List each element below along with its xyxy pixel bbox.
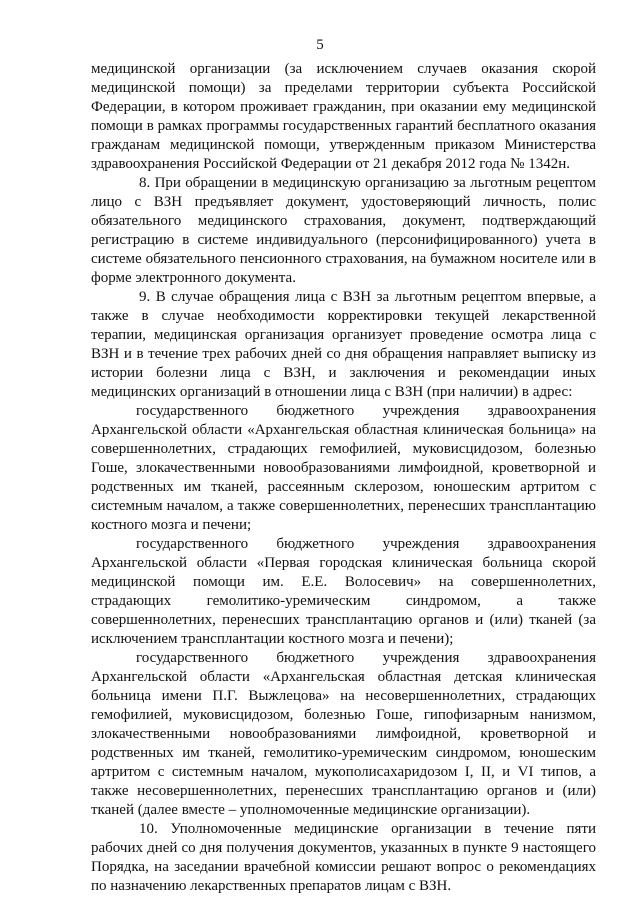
document-body: [91, 60, 596, 896]
page-number: 5: [316, 37, 324, 53]
paragraph-address-regional-hospital: государственного бюджетного учреждения здравоохранения Архангельской области «Архангельская областная клиническая больница» на совершеннолетних, страдающих гемофилией, муковисцидозом, болезнью Гоше, злокачественными новообразованиями лимфоидной, кроветворной и родственных им тканей, рассеянным склерозом, юношеским артритом с системным началом, а также совершеннолетних, перенесших трансплантацию костного мозга и печени;: [91, 403, 596, 533]
paragraph-address-childrens-hospital: государственного бюджетного учреждения здравоохранения Архангельской области «Архангельская областная детская клиническая больница имени П.Г. Выжлецова» на несовершеннолетних, страдающих гемофилией, муковисцидозом, болезнью Гоше, гипофизарным нанизмом, злокачественными новообразованиями лимфоидной, кроветворной и родственных им тканей, гемолитико-уремическим синдромом, юношеским артритом с системным началом, мукополисахаридозом I, II, и VI типов, а также несовершеннолетних, перенесших трансплантацию органов и (или) тканей (далее вместе – уполномоченные медицинские организации).: [91, 650, 596, 818]
paragraph-item-10: 10. Уполномоченные медицинские организации в течение пяти рабочих дней со дня получения документов, указанных в пункте 9 настоящего Порядка, на заседании врачебной комиссии решают вопрос о рекомендациях по назначению лекарственных препаратов лицам с ВЗН.: [91, 821, 596, 894]
paragraph-continuation: медицинской организации (за исключением случаев оказания скорой медицинской помощи) за пределами территории субъекта Российской Федерации, в котором проживает гражданин, при оказании ему медицинской помощи в рамках программы государственных гарантий бесплатного оказания гражданам медицинской помощи, утвержденным приказом Министерства здравоохранения Российской Федерации от 21 декабря 2012 года № 1342н.: [91, 61, 596, 172]
paragraph-address-emergency-hospital: государственного бюджетного учреждения здравоохранения Архангельской области «Первая городская клиническая больница скорой медицинской помощи им. Е.Е. Волосевич» на совершеннолетних, страдающих гемолитико-уремическим синдромом, а также совершеннолетних, перенесших трансплантацию органов и (или) тканей (за исключением трансплантации костного мозга и печени);: [91, 536, 596, 647]
paragraph-item-8: 8. При обращении в медицинскую организацию за льготным рецептом лицо с ВЗН предъявляет документ, удостоверяющий личность, полис обязательного медицинского страхования, документ, подтверждающий регистрацию в системе индивидуального (персонифицированного) учета в системе обязательного пенсионного страхования, на бумажном носителе или в форме электронного документа.: [91, 175, 596, 286]
paragraph-item-9: 9. В случае обращения лица с ВЗН за льготным рецептом впервые, а также в случае необходимости корректировки текущей лекарственной терапии, медицинская организация организует проведение осмотра лица с ВЗН и в течение трех рабочих дней со дня обращения направляет выписку из истории болезни лица с ВЗН, и заключения и рекомендации иных медицинских организаций в отношении лица с ВЗН (при наличии) в адрес:: [91, 289, 596, 400]
